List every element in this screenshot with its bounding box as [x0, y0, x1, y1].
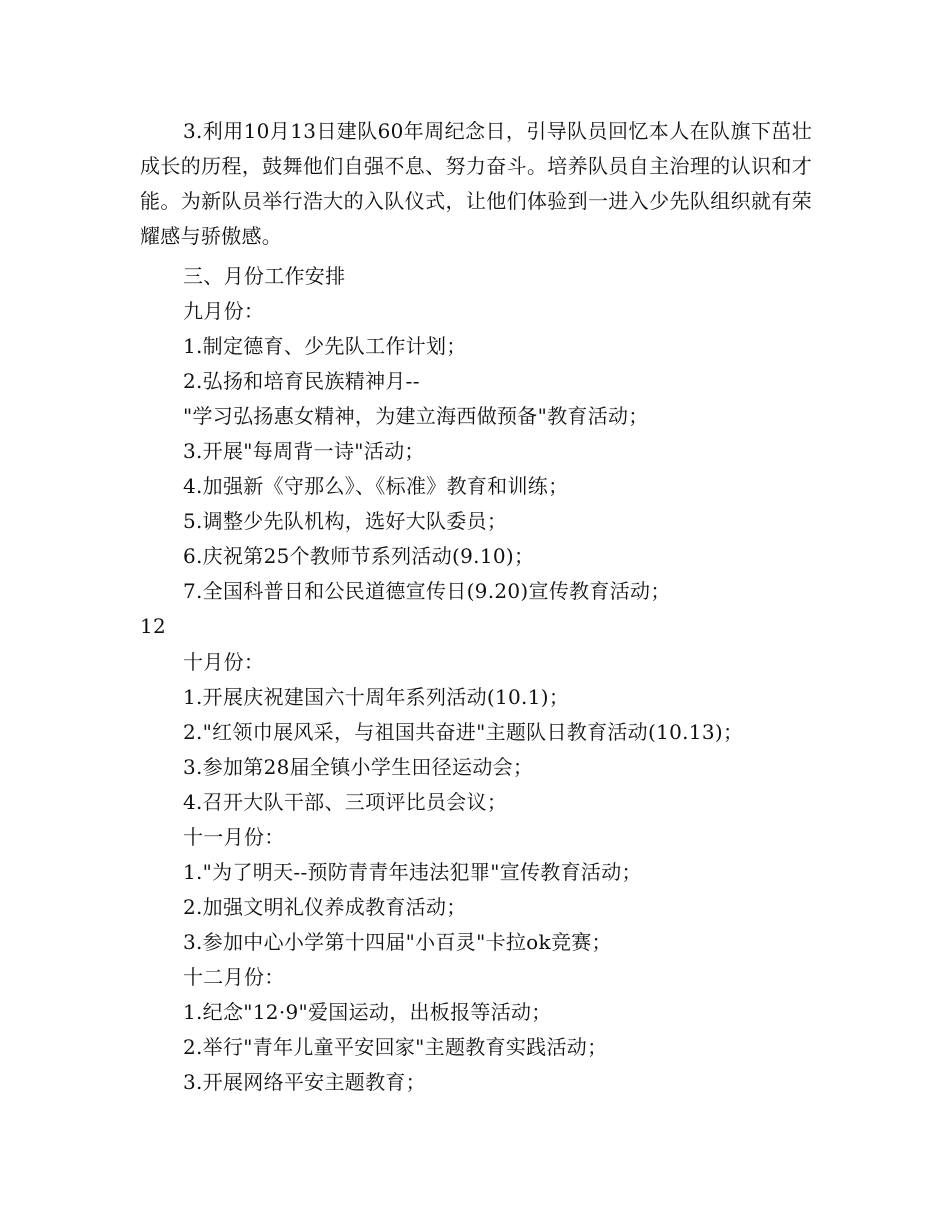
september-item: 7.全国科普日和公民道德宣传日(9.20)宣传教育活动； [183, 579, 671, 603]
december-item: 1.纪念"12·9"爱国运动，出板报等活动； [183, 1000, 552, 1024]
november-item: 2.加强文明礼仪养成教育活动； [183, 895, 467, 919]
page-marker: 12 [140, 614, 167, 638]
september-item: 4.加强新《守那么》、《标准》教育和训练； [183, 474, 569, 498]
september-item: 2.弘扬和培育民族精神月-- [183, 369, 420, 393]
october-item: 1.开展庆祝建国六十周年系列活动(10.1)； [183, 685, 570, 709]
october-item: 3.参加第28届全镇小学生田径运动会； [183, 755, 534, 779]
october-item: 4.召开大队干部、三项评比员会议； [183, 790, 508, 814]
september-item: 3.开展"每周背一诗"活动； [183, 439, 425, 463]
october-item: 2."红领巾展风采，与祖国共奋进"主题队日教育活动(10.13)； [183, 720, 744, 744]
september-item: 5.调整少先队机构，选好大队委员； [183, 509, 508, 533]
december-item: 3.开展网络平安主题教育； [183, 1070, 426, 1094]
intro-paragraph [140, 114, 812, 254]
september-item: 6.庆祝第25个教师节系列活动(9.10)； [183, 544, 535, 568]
december-heading: 十二月份： [183, 965, 285, 989]
october-heading: 十月份： [183, 650, 265, 674]
december-item: 2.举行"青年儿童平安回家"主题教育实践活动； [183, 1035, 608, 1059]
intro-paragraph-text: 3.利用10月13日建队60年周纪念日，引导队员回忆本人在队旗下茁壮成长的历程，鼓舞他们自强不息、努力奋斗。培养队员自主治理的认识和才能。为新队员举行浩大的入队仪式，让他们体验到一进入少先队组织就有荣耀感与骄傲感。 [140, 119, 812, 248]
september-item: "学习弘扬惠女精神，为建立海西做预备"教育活动； [183, 404, 649, 428]
september-heading: 九月份： [183, 299, 265, 323]
section-heading: 三、月份工作安排 [183, 264, 346, 288]
november-item: 1."为了明天--预防青青年违法犯罪"宣传教育活动； [183, 860, 642, 884]
november-heading: 十一月份： [183, 825, 285, 849]
september-item: 1.制定德育、少先队工作计划； [183, 334, 467, 358]
november-item: 3.参加中心小学第十四届"小百灵"卡拉ok竞赛； [183, 930, 612, 954]
